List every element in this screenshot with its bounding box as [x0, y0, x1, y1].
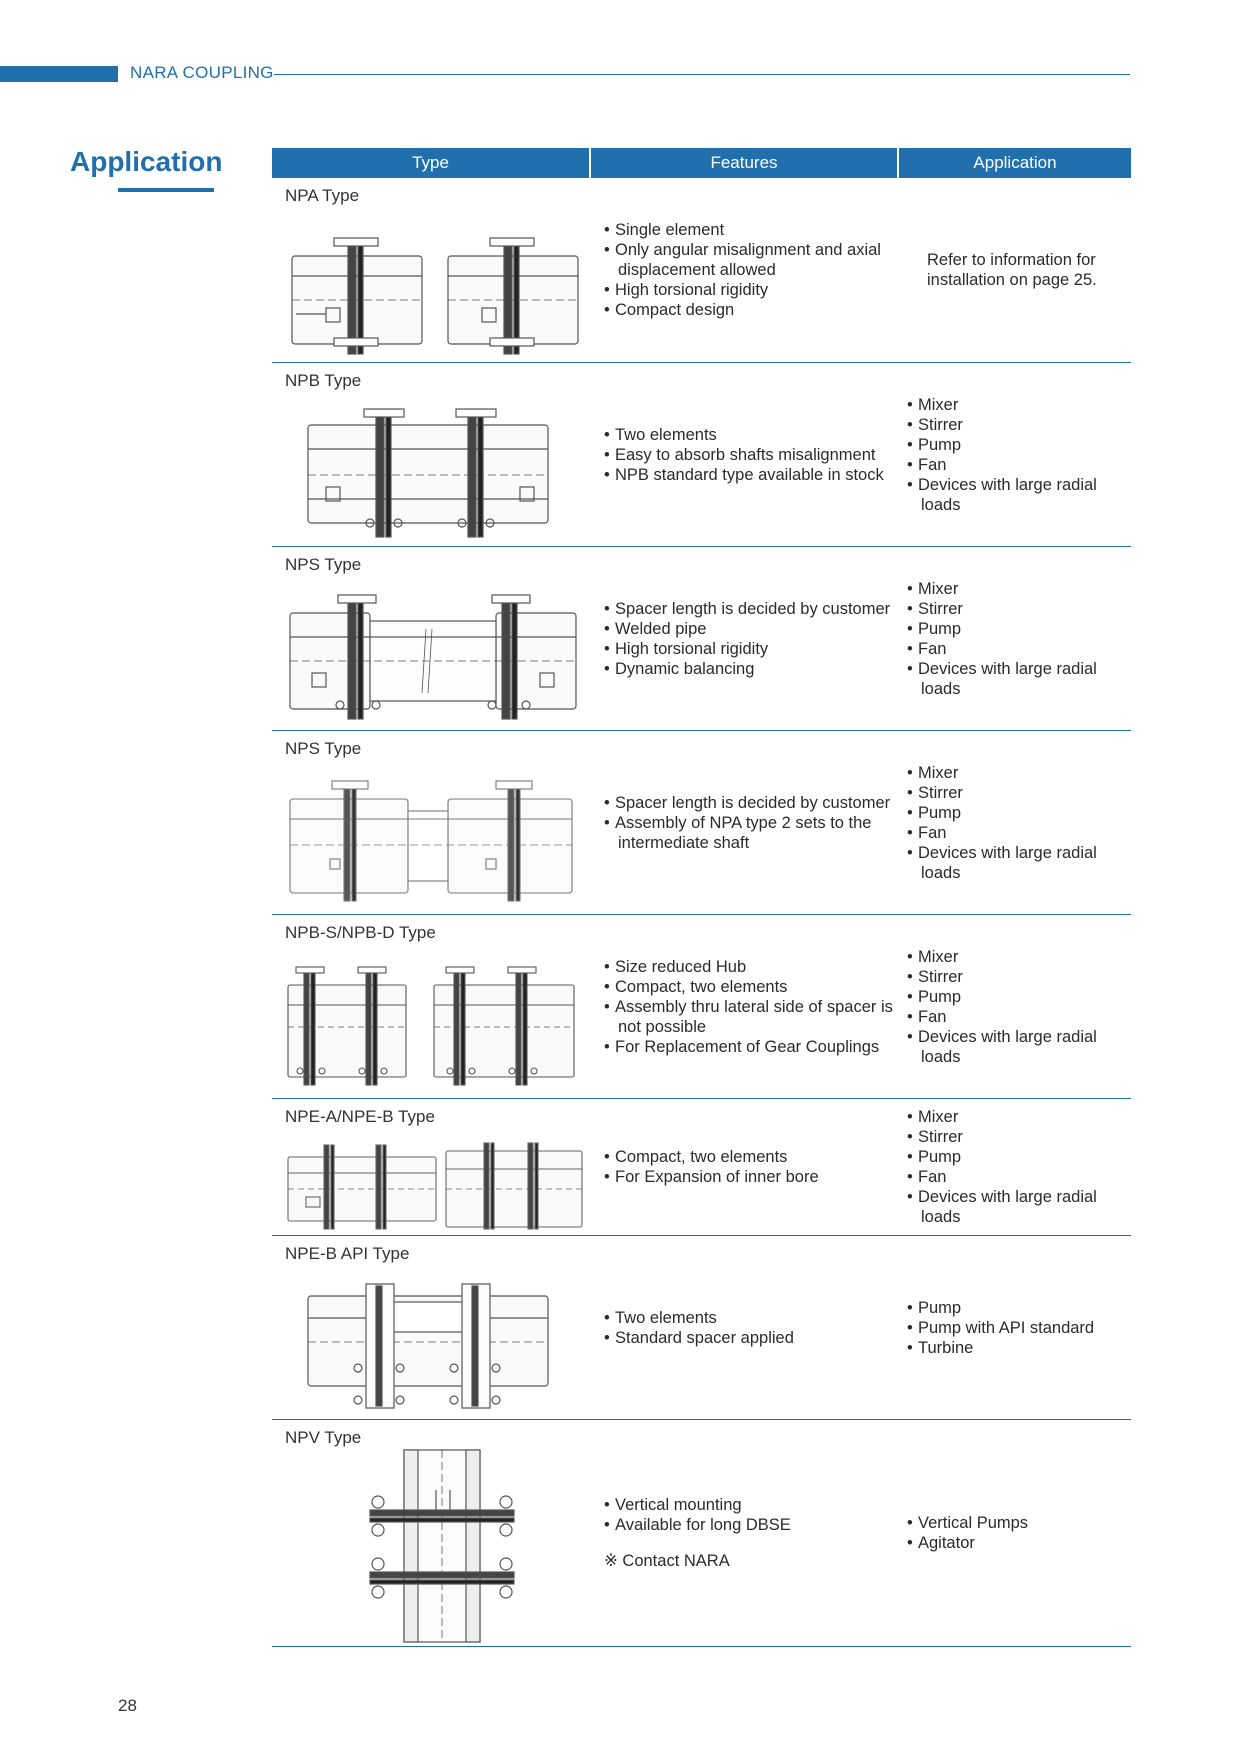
- application-cell: [907, 915, 1129, 1098]
- table-row: [272, 1099, 1131, 1236]
- application-item: • Fan: [907, 1167, 1129, 1187]
- feature-item: • Single element: [604, 220, 894, 240]
- application-item: • Fan: [907, 639, 1129, 659]
- contact-note: ※ Contact NARA: [604, 1552, 730, 1570]
- feature-item: • High torsional rigidity: [604, 639, 894, 659]
- feature-item: • Assembly thru lateral side of spacer is not possible: [604, 997, 894, 1037]
- application-item: • Stirrer: [907, 415, 1129, 435]
- application-item: • Devices with large radial loads: [907, 659, 1129, 699]
- application-item: • Fan: [907, 455, 1129, 475]
- application-item: • Devices with large radial loads: [907, 475, 1129, 515]
- section-title: Application: [70, 146, 223, 177]
- column-header-application: Application: [973, 153, 1057, 172]
- type-name: NPV Type: [285, 1428, 362, 1447]
- features-cell: [604, 915, 894, 1098]
- coupling-drawing: [286, 961, 586, 1091]
- column-header-features: Features: [591, 148, 899, 178]
- feature-item: • Size reduced Hub: [604, 957, 894, 977]
- table-row: [272, 731, 1131, 915]
- table-row: [272, 178, 1131, 363]
- feature-item: • Two elements: [604, 1308, 894, 1328]
- header-brand: NARA COUPLING: [130, 63, 274, 82]
- application-item: • Fan: [907, 823, 1129, 843]
- feature-item: • Compact design: [604, 300, 894, 320]
- features-cell: [604, 547, 894, 730]
- feature-item: • Spacer length is decided by customer: [604, 793, 894, 813]
- features-cell: [604, 363, 894, 546]
- application-cell: [907, 1099, 1129, 1235]
- header-bar: [0, 66, 118, 82]
- feature-item: • For Replacement of Gear Couplings: [604, 1037, 894, 1057]
- table-row: [272, 363, 1131, 547]
- application-item: • Pump: [907, 987, 1129, 1007]
- application-item: • Pump: [907, 435, 1129, 455]
- table-row: [272, 547, 1131, 731]
- application-item: • Vertical Pumps: [907, 1513, 1129, 1533]
- coupling-drawing: [286, 589, 586, 723]
- application-item: • Pump with API standard: [907, 1318, 1129, 1338]
- application-item: • Stirrer: [907, 1127, 1129, 1147]
- application-item: • Mixer: [907, 579, 1129, 599]
- application-item: • Agitator: [907, 1533, 1129, 1553]
- application-item: • Pump: [907, 619, 1129, 639]
- table-row: [272, 915, 1131, 1099]
- application-cell: [907, 178, 1129, 362]
- application-item: • Pump: [907, 1147, 1129, 1167]
- application-item: • Stirrer: [907, 783, 1129, 803]
- features-cell: [604, 178, 894, 362]
- feature-item: • Assembly of NPA type 2 sets to the intermediate shaft: [604, 813, 894, 853]
- feature-item: • Only angular misalignment and axial displacement allowed: [604, 240, 894, 280]
- coupling-drawing: [286, 226, 586, 356]
- features-cell: [604, 1099, 894, 1235]
- application-item: • Fan: [907, 1007, 1129, 1027]
- application-cell: [907, 1236, 1129, 1419]
- table-row: [272, 1236, 1131, 1420]
- coupling-drawing: [286, 1276, 586, 1412]
- application-text: Refer to information for installation on page 25.: [927, 251, 1097, 289]
- page-number: 28: [118, 1696, 137, 1715]
- application-cell: [907, 363, 1129, 546]
- feature-item: • Two elements: [604, 425, 894, 445]
- feature-item: • High torsional rigidity: [604, 280, 894, 300]
- coupling-drawing: [286, 403, 586, 539]
- coupling-drawing: [286, 1446, 586, 1646]
- feature-item: • Standard spacer applied: [604, 1328, 894, 1348]
- application-item: • Mixer: [907, 947, 1129, 967]
- application-item: • Devices with large radial loads: [907, 1027, 1129, 1067]
- feature-item: • Easy to absorb shafts misalignment: [604, 445, 894, 465]
- application-item: • Mixer: [907, 395, 1129, 415]
- section-underline: [118, 188, 214, 192]
- table-header: [272, 148, 1131, 178]
- application-item: • Devices with large radial loads: [907, 843, 1129, 883]
- feature-item: • Welded pipe: [604, 619, 894, 639]
- type-name: NPS Type: [285, 739, 362, 758]
- feature-item: • Compact, two elements: [604, 1147, 894, 1167]
- type-name: NPB Type: [285, 371, 362, 390]
- features-cell: [604, 1236, 894, 1419]
- coupling-drawing: [286, 1139, 586, 1231]
- feature-item: • Spacer length is decided by customer: [604, 599, 894, 619]
- coupling-drawing: [286, 775, 586, 909]
- type-name: NPB-S/NPB-D Type: [285, 923, 436, 942]
- application-item: • Turbine: [907, 1338, 1129, 1358]
- feature-item: • Available for long DBSE: [604, 1515, 894, 1535]
- application-item: • Stirrer: [907, 599, 1129, 619]
- feature-item: • Dynamic balancing: [604, 659, 894, 679]
- application-item: • Devices with large radial loads: [907, 1187, 1129, 1227]
- type-name: NPE-B API Type: [285, 1244, 410, 1263]
- table-row: [272, 1420, 1131, 1647]
- features-cell: [604, 1420, 894, 1646]
- type-name: NPS Type: [285, 555, 362, 574]
- application-table: [272, 148, 1131, 1647]
- feature-item: • Vertical mounting: [604, 1495, 894, 1515]
- application-cell: [907, 731, 1129, 914]
- feature-item: • NPB standard type available in stock: [604, 465, 894, 485]
- application-item: • Pump: [907, 803, 1129, 823]
- feature-item: • Compact, two elements: [604, 977, 894, 997]
- application-cell: [907, 547, 1129, 730]
- application-item: • Mixer: [907, 1107, 1129, 1127]
- application-cell: [907, 1420, 1129, 1646]
- header-rule: [274, 74, 1130, 75]
- column-header-type: Type: [272, 148, 591, 178]
- application-item: • Pump: [907, 1298, 1129, 1318]
- features-cell: [604, 731, 894, 914]
- application-item: • Stirrer: [907, 967, 1129, 987]
- type-name: NPE-A/NPE-B Type: [285, 1107, 435, 1126]
- type-name: NPA Type: [285, 186, 360, 205]
- feature-item: • For Expansion of inner bore: [604, 1167, 894, 1187]
- application-item: • Mixer: [907, 763, 1129, 783]
